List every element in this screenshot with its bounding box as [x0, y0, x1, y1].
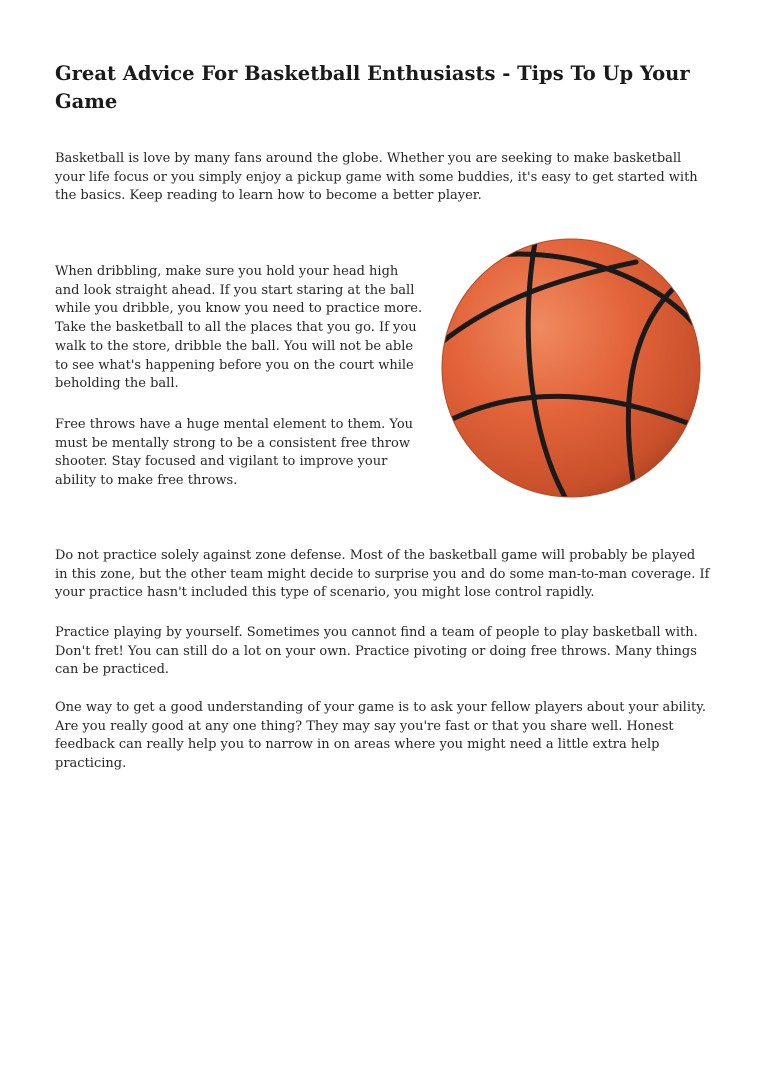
zone-defense-paragraph: Do not practice solely against zone defense. Most of the basketball game will probably be played in this zone, but the other team might decide to surprise you and do some man-to-man coverage. If your practice hasn't included this type of scenario, you might lose control rapidly.	[55, 548, 710, 601]
dribbling-paragraph: When dribbling, make sure you hold your head high and look straight ahead. If you start staring at the ball while you dribble, you know you need to practice more. Take the basketball to all the places that you go. If you walk to the store, dribble the ball. You will not be able to see what's happening before you on the court while beholding the ball.	[55, 264, 423, 392]
practice-alone-paragraph: Practice playing by yourself. Sometimes you cannot find a team of people to play basketball with. Don't fret! You can still do a lot on your own. Practice pivoting or doing free throws. Many things can be practiced.	[55, 625, 698, 678]
free-throws-paragraph: Free throws have a huge mental element to them. You must be mentally strong to be a consistent free throw shooter. Stay focused and vigilant to improve your ability to make free throws.	[55, 417, 414, 489]
page-title: Great Advice For Basketball Enthusiasts - Tips To Up Your Game	[55, 62, 690, 113]
basketball-icon	[436, 237, 706, 499]
intro-paragraph: Basketball is love by many fans around the globe. Whether you are seeking to make basketball your life focus or you simply enjoy a pickup game with some buddies, it's easy to get started with the basics. Keep reading to learn how to become a better player.	[55, 151, 698, 204]
feedback-paragraph: One way to get a good understanding of your game is to ask your fellow players about your ability. Are you really good at any one thing? They may say you're fast or that you share well. Honest feedback can really help you to narrow in on areas where you might need a little extra help practicing.	[55, 700, 706, 772]
basketball-image	[436, 237, 706, 499]
